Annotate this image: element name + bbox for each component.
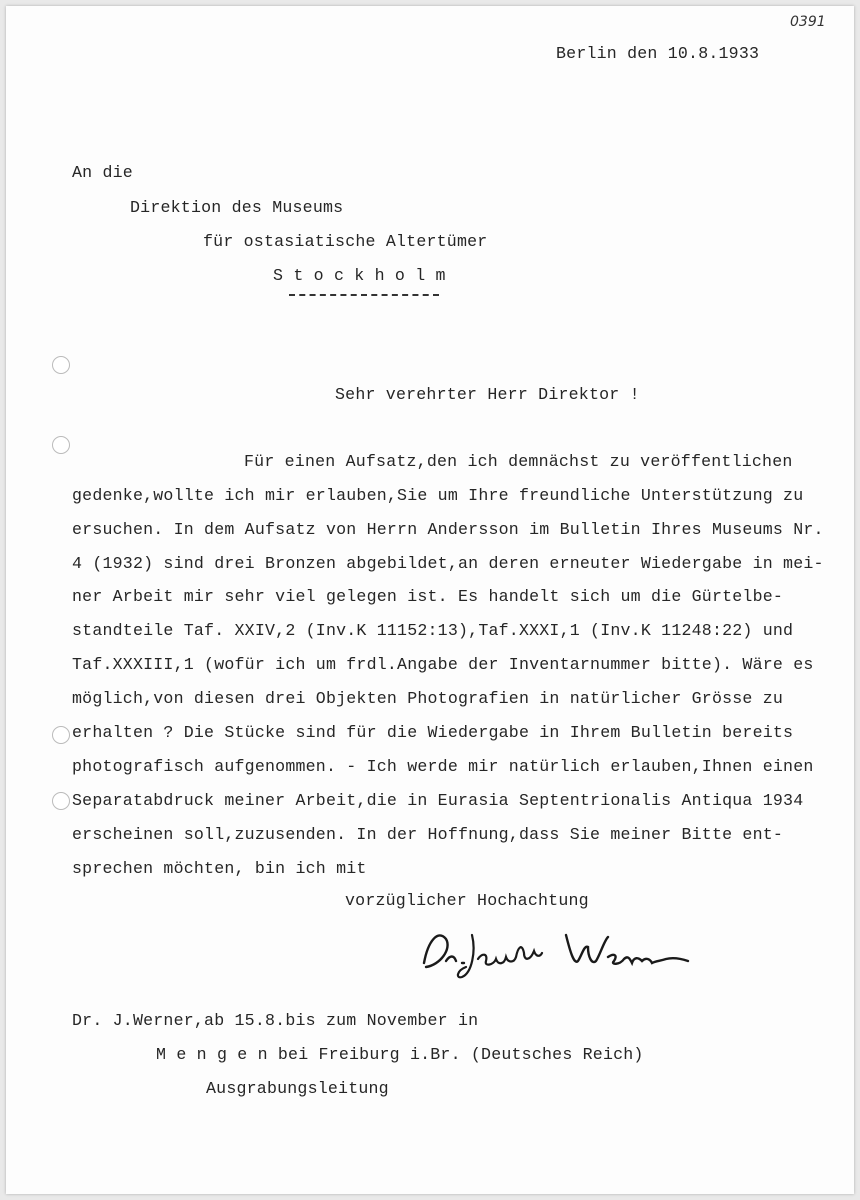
body-line: 4 (1932) sind drei Bronzen abgebildet,an deren erneuter Wiedergabe in mei- <box>72 554 824 573</box>
punch-hole-mark <box>52 726 70 744</box>
body-line: Separatabdruck meiner Arbeit,die in Eurasia Septentrionalis Antiqua 1934 <box>72 791 804 810</box>
punch-hole-mark <box>52 792 70 810</box>
body-line: Für einen Aufsatz,den ich demnächst zu veröffentlichen <box>244 452 793 471</box>
salutation: Sehr verehrter Herr Direktor ! <box>335 385 640 404</box>
closing: vorzüglicher Hochachtung <box>345 891 589 910</box>
body-line: gedenke,wollte ich mir erlauben,Sie um Ihre freundliche Unterstützung zu <box>72 486 804 505</box>
punch-hole-mark <box>52 356 70 374</box>
body-line: ner Arbeit mir sehr viel gelegen ist. Es handelt sich um die Gürtelbe- <box>72 587 784 606</box>
body-line: Taf.XXXIII,1 (wofür ich um frdl.Angabe der Inventarnummer bitte). Wäre es <box>72 655 814 674</box>
body-line: photografisch aufgenommen. - Ich werde mir natürlich erlauben,Ihnen einen <box>72 757 814 776</box>
address-line-2: Direktion des Museums <box>130 198 344 217</box>
body-line: sprechen möchten, bin ich mit <box>72 859 367 878</box>
address-line-3: für ostasiatische Altertümer <box>203 232 488 251</box>
body-line: ersuchen. In dem Aufsatz von Herrn Andersson im Bulletin Ihres Museums Nr. <box>72 520 824 539</box>
body-line: erscheinen soll,zuzusenden. In der Hoffnung,dass Sie meiner Bitte ent- <box>72 825 784 844</box>
body-line: erhalten ? Die Stücke sind für die Wiedergabe in Ihrem Bulletin bereits <box>72 723 794 742</box>
sender-line-3: Ausgrabungsleitung <box>206 1079 389 1098</box>
archive-number: 0391 <box>790 14 826 30</box>
city-underline <box>289 294 439 296</box>
address-city: S t o c k h o l m <box>273 266 446 285</box>
sender-line-1: Dr. J.Werner,ab 15.8.bis zum November in <box>72 1011 479 1030</box>
body-line: möglich,von diesen drei Objekten Photografien in natürlicher Grösse zu <box>72 689 784 708</box>
signature <box>416 921 696 981</box>
body-line: standteile Taf. XXIV,2 (Inv.K 11152:13),Taf.XXXI,1 (Inv.K 11248:22) und <box>72 621 794 640</box>
punch-hole-mark <box>52 436 70 454</box>
sender-line-2: M e n g e n bei Freiburg i.Br. (Deutsches Reich) <box>156 1045 644 1064</box>
address-line-1: An die <box>72 163 133 182</box>
date-line: Berlin den 10.8.1933 <box>556 44 760 63</box>
letter-page <box>6 6 854 1194</box>
